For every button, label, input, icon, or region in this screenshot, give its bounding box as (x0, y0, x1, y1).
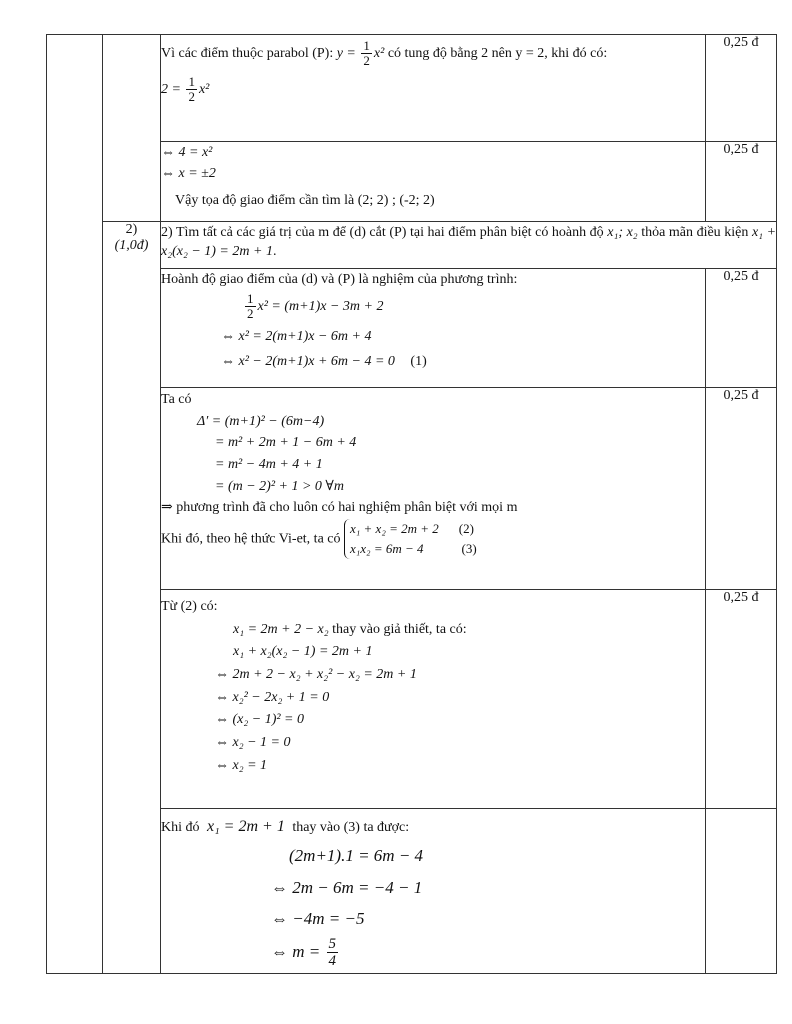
text: Hoành độ giao điểm của (d) và (P) là nghiệm của phương trình: (161, 272, 518, 287)
fraction (361, 39, 372, 69)
math: x₁ + x₂(x₂ − 1) = 2m + 1 (233, 644, 373, 660)
text: Khi đó (161, 820, 200, 835)
score-cell (706, 809, 777, 974)
equation-number: (2) (458, 521, 474, 537)
math: x₁ + x₂ = 2m + 2 (350, 521, 439, 537)
math: ⇔ 2m − 6m = −4 − 1 (271, 877, 423, 897)
math: ⇔ 4 = x² (161, 145, 213, 160)
text: Từ (2) có: (161, 599, 218, 614)
denominator: 2 (247, 306, 254, 322)
solution-cell (161, 590, 706, 809)
answer-table (46, 34, 777, 974)
prev-section-cell (103, 35, 161, 222)
solution-cell (161, 35, 706, 142)
numerator: 1 (363, 38, 370, 53)
math: x₁ = 2m + 2 − x₂ (233, 621, 329, 637)
denominator: 2 (188, 88, 195, 104)
denominator: 2 (363, 53, 370, 69)
math: (2m+1).1 = 6m − 4 (289, 846, 424, 865)
text: thay vào giả thiết, ta có: (332, 621, 467, 637)
fraction (245, 292, 256, 322)
empty-column (47, 35, 103, 974)
text: thay vào (3) ta được: (292, 820, 410, 835)
math: ⇔ x₂ = 1 (215, 757, 268, 773)
math: ⇔ x² − 2(m+1)x + 6m − 4 = 0 (221, 353, 395, 369)
text: . (272, 243, 277, 259)
math: ⇔ x₂ − 1 = 0 (215, 735, 291, 751)
math: x² (198, 81, 210, 97)
text: thỏa mãn điều kiện (641, 225, 749, 240)
vieta-system (344, 519, 477, 559)
score-cell: 0,25 đ (706, 142, 777, 222)
math: x₁x₂ = 6m − 4 (350, 541, 424, 557)
solution-cell (161, 388, 706, 590)
numerator: 1 (247, 291, 254, 306)
math: = m² + 2m + 1 − 6m + 4 (215, 435, 357, 451)
section-label: 2) (125, 222, 138, 237)
math: Δ′ = (m+1)² − (6m−4) (197, 413, 325, 429)
text: ⇒ phương trình đã cho luôn có hai nghiệm phân biệt với mọi m (161, 500, 518, 516)
math: ⇔ −4m = −5 (271, 909, 365, 928)
text: Khi đó, theo hệ thức Vi-et, ta có (161, 531, 341, 547)
math: x² (373, 46, 385, 62)
solution-cell (161, 809, 706, 974)
math: ⇔ x² = 2(m+1)x − 6m + 4 (221, 328, 372, 344)
conclusion: Vậy tọa độ giao điểm cần tìm là (2; 2) ; (-2; 2) (175, 193, 435, 208)
math: ⇔ m = (271, 941, 321, 961)
score-cell: 0,25 đ (706, 388, 777, 590)
text: Ta có (161, 392, 192, 407)
score-cell: 0,25 đ (706, 35, 777, 142)
numerator: 5 (328, 935, 336, 952)
section-cell (103, 222, 161, 974)
table-row (47, 35, 777, 142)
solution-cell (161, 142, 706, 222)
math: x² = (m+1)x − 3m + 2 (257, 299, 384, 315)
math: 2 = (161, 81, 181, 97)
equation-number: (1) (410, 353, 427, 369)
denominator: 4 (328, 953, 336, 969)
solution-cell (161, 269, 706, 388)
math: = m² − 4m + 4 + 1 (215, 457, 323, 473)
score-cell: 0,25 đ (706, 590, 777, 809)
fraction (327, 936, 339, 970)
math: x₁ = 2m + 1 (207, 818, 285, 835)
section-points: (1,0đ) (114, 238, 149, 253)
fraction (186, 75, 197, 105)
score-cell: 0,25 đ (706, 269, 777, 388)
math: ⇔ x₂² − 2x₂ + 1 = 0 (215, 689, 330, 705)
question-cell (161, 222, 777, 269)
numerator: 1 (188, 73, 195, 89)
question-text: 2) Tìm tất cả các giá trị của m để (d) cắt (P) tại hai điểm phân biệt có hoành độ (161, 225, 604, 240)
math: ⇔ x = ±2 (161, 166, 216, 181)
math: = (m − 2)² + 1 > 0 ∀m (215, 478, 344, 494)
text: có tung độ bằng 2 nên y = 2, khi đó có: (387, 46, 608, 62)
math: ⇔ 2m + 2 − x₂ + x₂² − x₂ = 2m + 1 (215, 667, 417, 683)
math: ⇔ (x₂ − 1)² = 0 (215, 712, 304, 728)
table-row (47, 222, 777, 269)
math: x₁; x₂ (607, 225, 638, 240)
equation-number: (3) (461, 541, 477, 557)
text: Vì các điểm thuộc parabol (P): (161, 46, 334, 62)
math: x₁ + x₂(x₂ − 1) = 2m + 1 (161, 225, 777, 259)
math: y = (336, 46, 356, 62)
